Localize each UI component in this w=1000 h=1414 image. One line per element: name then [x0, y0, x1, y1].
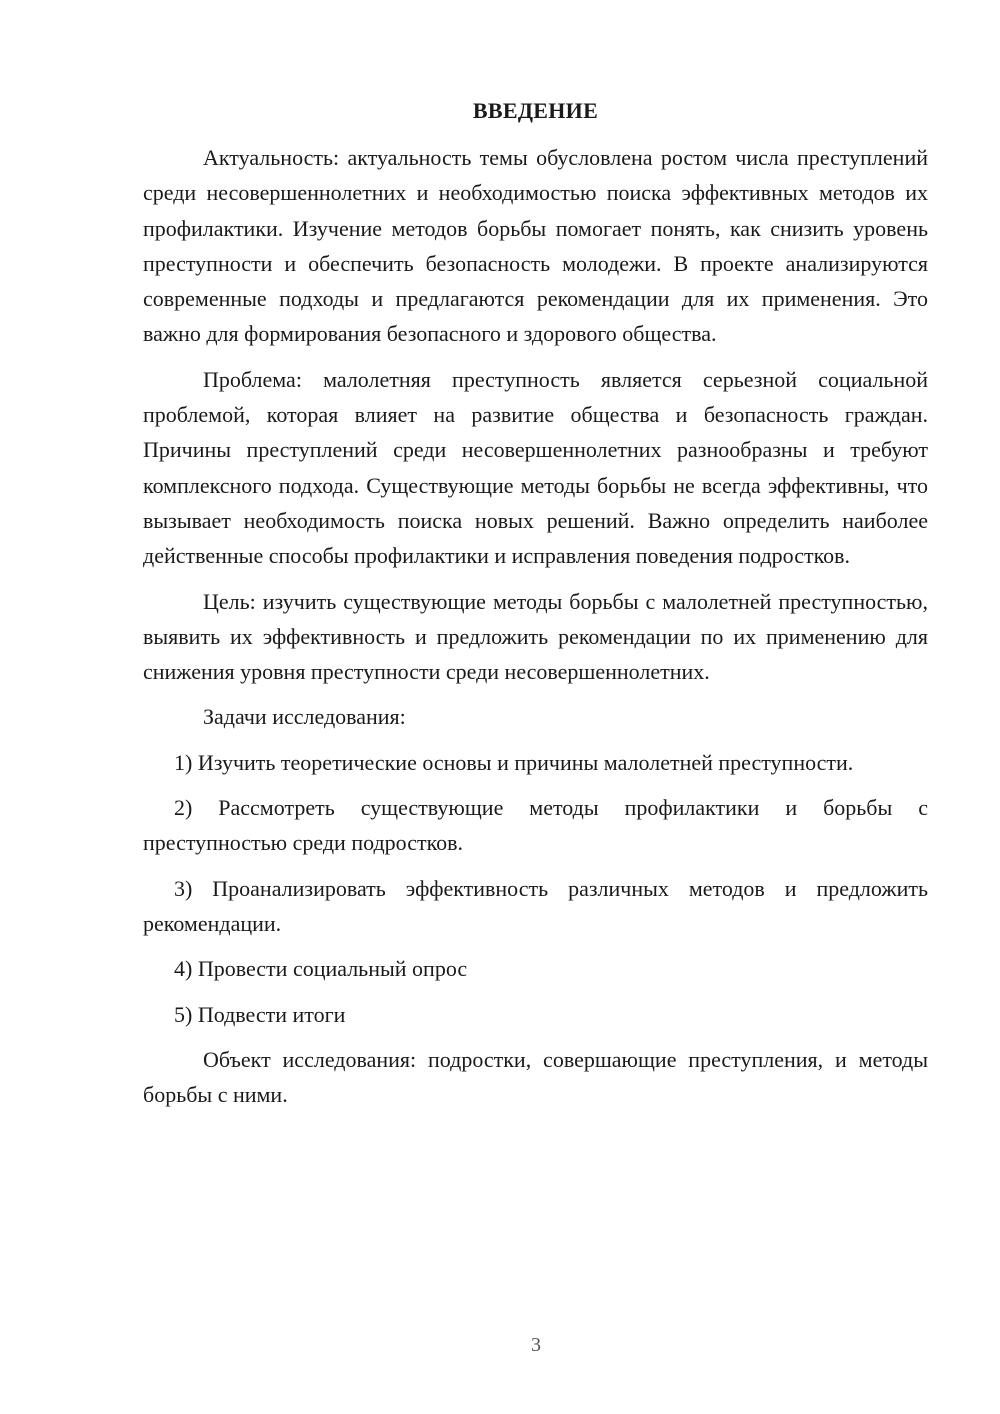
object-paragraph: Объект исследования: подростки, совершающие преступления, и методы борьбы с ними. — [143, 1046, 928, 1108]
section-heading: ВВЕДЕНИЕ — [472, 98, 599, 123]
task-item-1: 1) Изучить теоретические основы и причины малолетней преступности. — [174, 749, 854, 775]
tasks-heading: Задачи исследования: — [203, 704, 406, 730]
task-item-2: 2) Рассмотреть существующие методы профилактики и борьбы с преступностью среди подростков. — [143, 795, 928, 856]
goal-paragraph: Цель: изучить существующие методы борьбы с малолетней преступностью, выявить их эффективность и предложить рекомендации по их применению для снижения уровня преступности среди несовершеннолетних. — [143, 588, 928, 685]
document-page — [143, 94, 928, 1122]
task-item-4: 4) Провести социальный опрос — [174, 956, 468, 982]
relevance-paragraph: Актуальность: актуальность темы обусловлена ростом числа преступлений среди несовершеннолетних и необходимостью поиска эффективных методов их профилактики. Изучение методов борьбы помогает понять, как снизить уровень преступности и обеспечить безопасность молодежи. В проекте анализируются современные подходы и предлагаются рекомендации для их применения. Это важно для формирования безопасного и здорового общества. — [143, 145, 928, 347]
page-number: 3 — [531, 1334, 541, 1356]
problem-paragraph: Проблема: малолетняя преступность является серьезной социальной проблемой, которая влияет на развитие общества и безопасность граждан. Причины преступлений среди несовершеннолетних разнообразны и требуют комплексного подхода. Существующие методы борьбы не всегда эффективны, что вызывает необходимость поиска новых решений. Важно определить наиболее действенные способы профилактики и исправления поведения подростков. — [143, 366, 928, 569]
task-item-5: 5) Подвести итоги — [174, 1001, 346, 1027]
task-item-3: 3) Проанализировать эффективность различных методов и предложить рекомендации. — [143, 875, 928, 936]
